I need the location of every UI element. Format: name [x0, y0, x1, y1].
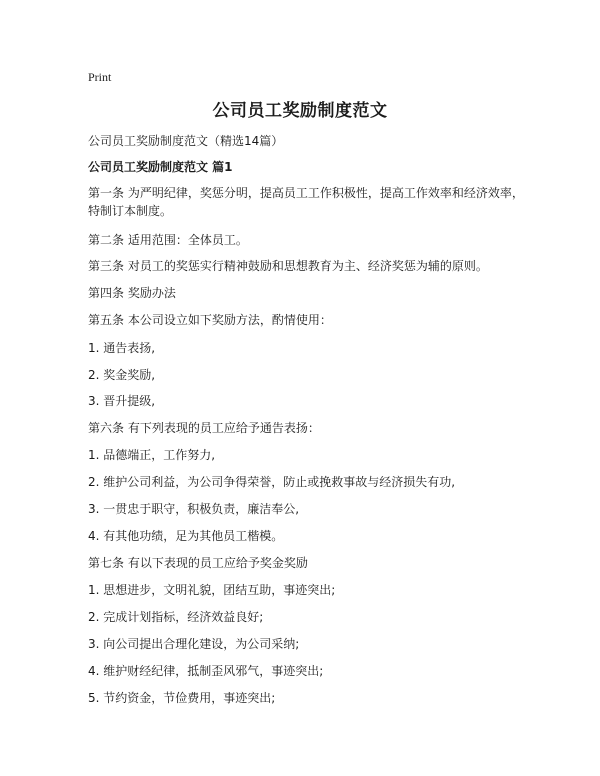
list-item: 5. 节约资金，节俭费用，事迹突出;	[88, 691, 276, 705]
list-item: 2. 完成计划指标，经济效益良好;	[88, 610, 264, 624]
list-item: 1. 品德端正，工作努力,	[88, 448, 216, 462]
paragraph-article-3: 第三条 对员工的奖惩实行精神鼓励和思想教育为主、经济奖惩为辅的原则。	[88, 259, 488, 273]
list-item: 2. 奖金奖励,	[88, 368, 156, 382]
list-item: 1. 思想进步，文明礼貌，团结互助，事迹突出;	[88, 583, 336, 597]
paragraph-article-2: 第二条 适用范围：全体员工。	[88, 233, 248, 247]
list-item: 1. 通告表扬,	[88, 341, 156, 355]
document-title: 公司员工奖励制度范文	[212, 101, 388, 121]
list-item: 3. 一贯忠于职守，积极负责，廉洁奉公,	[88, 502, 300, 516]
paragraph-article-1: 第一条 为严明纪律，奖惩分明，提高员工工作积极性，提高工作效率和经济效率，特制订本制度。	[88, 186, 524, 218]
subtitle: 公司员工奖励制度范文（精选14篇）	[88, 134, 284, 148]
list-item: 4. 有其他功绩，足为其他员工楷模。	[88, 529, 284, 543]
list-item: 2. 维护公司利益，为公司争得荣誉，防止或挽救事故与经济损失有功,	[88, 475, 456, 489]
paragraph-article-4: 第四条 奖励办法	[88, 286, 176, 300]
section-heading: 公司员工奖励制度范文 篇1	[88, 160, 233, 174]
paragraph-article-6: 第六条 有下列表现的员工应给予通告表扬：	[88, 421, 320, 435]
list-item: 3. 向公司提出合理化建设，为公司采纳;	[88, 637, 300, 651]
list-item: 4. 维护财经纪律，抵制歪风邪气，事迹突出;	[88, 664, 324, 678]
print-label: Print	[88, 70, 112, 84]
paragraph-article-7: 第七条 有以下表现的员工应给予奖金奖励	[88, 556, 308, 570]
list-item: 3. 晋升提级,	[88, 394, 156, 408]
paragraph-article-5: 第五条 本公司设立如下奖励方法，酌情使用：	[88, 313, 332, 327]
